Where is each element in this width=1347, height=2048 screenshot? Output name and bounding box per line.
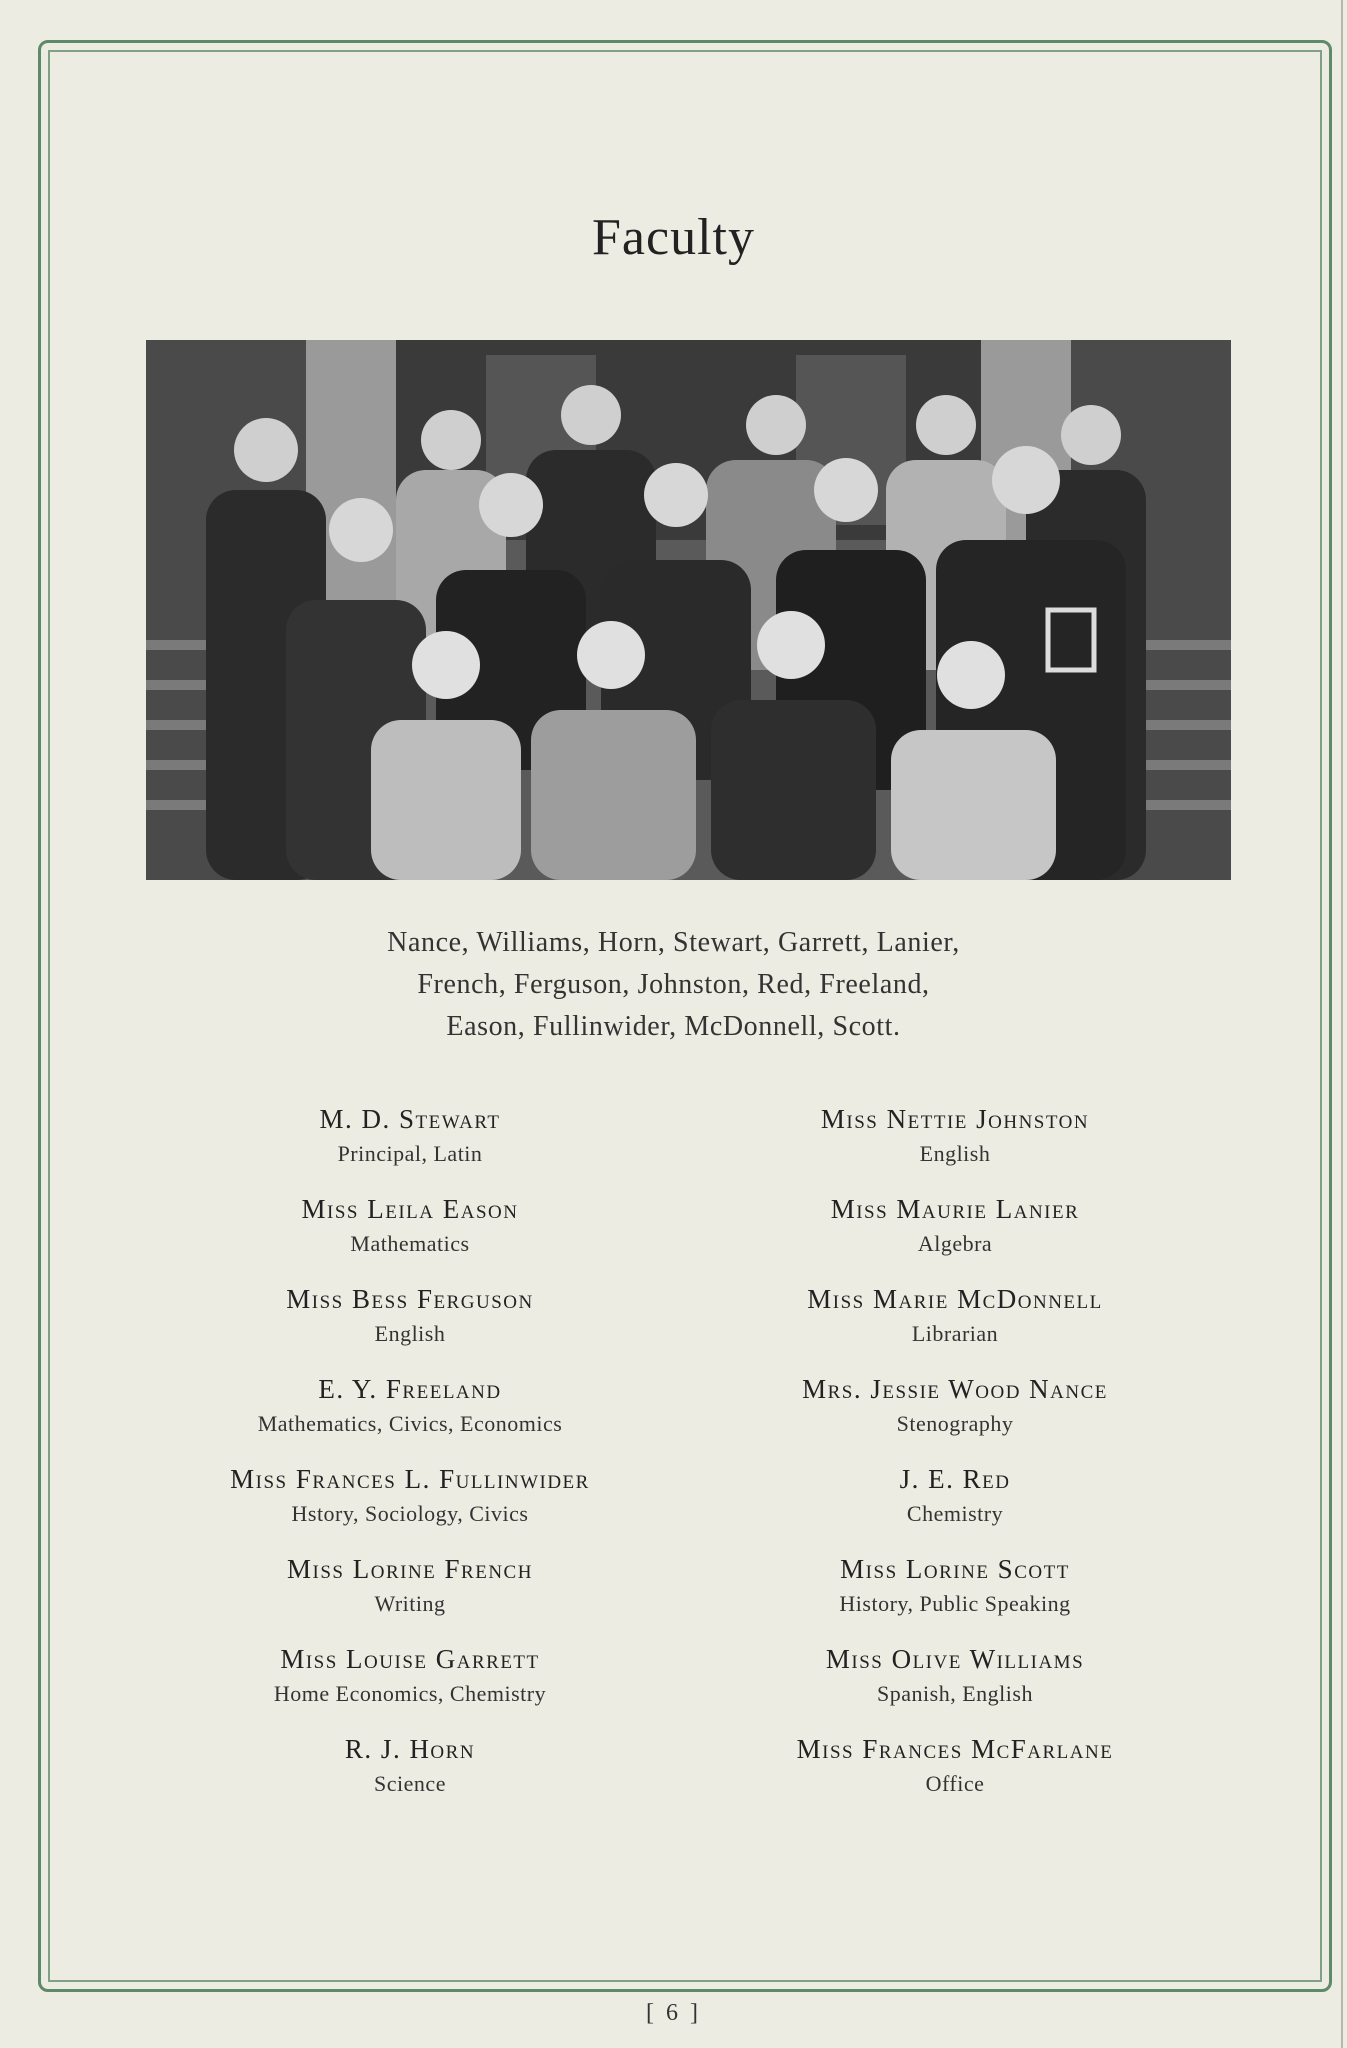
faculty-subject: Mathematics, Civics, Economics (257, 1411, 563, 1436)
faculty-entry (675, 1460, 1235, 1550)
caption-line: French, Ferguson, Johnston, Red, Freeland, (417, 969, 930, 1000)
page-number: [ 6 ] (646, 2000, 701, 2026)
faculty-subject: Principal, Latin (337, 1141, 483, 1166)
faculty-subject: Office (925, 1771, 985, 1796)
caption-line: Eason, Fullinwider, McDonnell, Scott. (446, 1011, 901, 1042)
faculty-name: Miss Marie McDonnell (807, 1284, 1103, 1314)
faculty-entry (130, 1730, 690, 1820)
faculty-subject: Science (374, 1771, 446, 1796)
faculty-subject: English (374, 1321, 446, 1346)
page-title: Faculty (592, 209, 755, 266)
faculty-entry (675, 1730, 1235, 1820)
faculty-subject: Writing (374, 1591, 446, 1616)
faculty-entry (130, 1370, 690, 1460)
faculty-subject: Algebra (917, 1231, 993, 1256)
faculty-group-photo (146, 340, 1231, 880)
faculty-entry (130, 1460, 690, 1550)
faculty-name: Miss Olive Williams (825, 1644, 1085, 1674)
caption-line: Nance, Williams, Horn, Stewart, Garrett, Lanier, (387, 927, 960, 958)
faculty-name: Miss Bess Ferguson (286, 1284, 534, 1314)
faculty-entry (130, 1640, 690, 1730)
faculty-name: Miss Maurie Lanier (830, 1194, 1080, 1224)
faculty-subject: Stenography (896, 1411, 1014, 1436)
faculty-entry (130, 1190, 690, 1280)
faculty-subject: Chemistry (906, 1501, 1004, 1526)
faculty-subject: English (919, 1141, 991, 1166)
faculty-entry (130, 1100, 690, 1190)
faculty-name: R. J. Horn (344, 1734, 476, 1764)
faculty-subject: Spanish, English (877, 1681, 1033, 1706)
photo-illustration (146, 340, 1231, 880)
faculty-entry (675, 1190, 1235, 1280)
faculty-subject: History, Public Speaking (839, 1591, 1071, 1616)
faculty-subject: Hstory, Sociology, Civics (291, 1501, 529, 1526)
faculty-subject: Librarian (911, 1321, 999, 1346)
faculty-entry (675, 1640, 1235, 1730)
faculty-name: Miss Nettie Johnston (820, 1104, 1090, 1134)
faculty-list-right (675, 1100, 1235, 1820)
faculty-subject: Mathematics (350, 1231, 470, 1256)
faculty-name: Miss Lorine French (287, 1554, 533, 1584)
faculty-name: J. E. Red (899, 1464, 1011, 1494)
faculty-subject: Home Economics, Chemistry (273, 1681, 547, 1706)
faculty-name: Miss Louise Garrett (280, 1644, 540, 1674)
faculty-entry (130, 1280, 690, 1370)
photo-caption (0, 922, 1347, 1048)
faculty-name: Mrs. Jessie Wood Nance (802, 1374, 1108, 1404)
faculty-name: Miss Frances L. Fullinwider (230, 1464, 590, 1494)
faculty-name: Miss Leila Eason (301, 1194, 519, 1224)
faculty-list-left (130, 1100, 690, 1820)
faculty-entry (675, 1280, 1235, 1370)
faculty-entry (675, 1370, 1235, 1460)
faculty-name: M. D. Stewart (319, 1104, 501, 1134)
faculty-name: E. Y. Freeland (318, 1374, 502, 1404)
faculty-name: Miss Frances McFarlane (796, 1734, 1114, 1764)
faculty-entry (130, 1550, 690, 1640)
faculty-entry (675, 1550, 1235, 1640)
faculty-name: Miss Lorine Scott (840, 1554, 1070, 1584)
faculty-entry (675, 1100, 1235, 1190)
